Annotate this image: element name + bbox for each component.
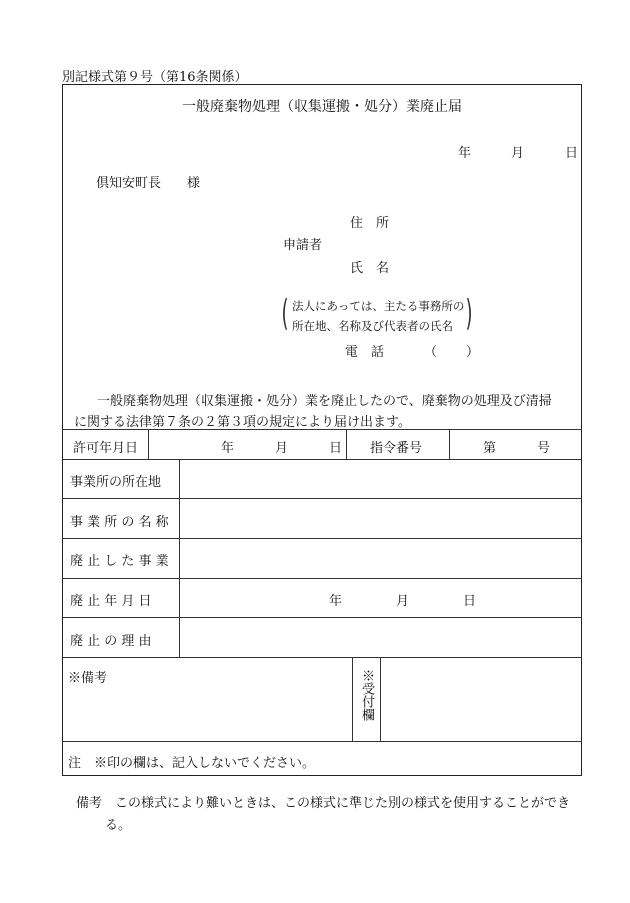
business-name-label: 事 業 所 の 名 称	[70, 515, 169, 530]
footer-remarks-line2: る。	[105, 818, 132, 833]
address-field[interactable]	[400, 208, 575, 228]
remarks-label: ※備考	[68, 671, 108, 686]
abolish-day-label: 日	[463, 594, 477, 609]
phone-paren-open: （	[424, 345, 438, 360]
designation-label: 指令番号	[370, 441, 423, 456]
table-rule-5	[62, 617, 582, 618]
abolished-business-label: 廃 止 し た 事 業	[70, 554, 169, 569]
designation-dai-label: 第	[483, 441, 497, 456]
date-day-label: 日	[565, 146, 579, 161]
table-rule-4	[62, 578, 582, 579]
permit-date-label: 許可年月日	[73, 441, 139, 456]
table-note: 注 ※印の欄は、記入しないでください。	[68, 756, 316, 771]
table-rule-6	[62, 657, 582, 658]
abolish-month-label: 月	[396, 594, 410, 609]
abolish-year-label: 年	[329, 594, 343, 609]
phone-field[interactable]	[440, 338, 468, 358]
table-rule-3	[62, 538, 582, 539]
permit-year-label: 年	[221, 441, 235, 456]
name-field[interactable]	[400, 253, 575, 273]
corporate-note-line2: 所在地、名称及び代表者の氏名	[292, 319, 453, 333]
reception-label: ※受付欄	[359, 669, 374, 721]
designation-go-label: 号	[537, 441, 551, 456]
permit-col-divider	[148, 429, 149, 459]
date-month-label: 月	[511, 146, 525, 161]
right-brace: )	[465, 293, 473, 334]
reception-col-divider	[380, 657, 381, 741]
addressee: 倶知安町長 様	[96, 176, 201, 191]
abolish-date-label: 廃 止 年 月 日	[70, 594, 152, 609]
abolished-business-field[interactable]	[182, 540, 580, 576]
date-year-label: 年	[458, 146, 472, 161]
remarks-col-divider	[352, 657, 353, 741]
label-col-divider	[179, 459, 180, 657]
corporate-note-line1: 法人にあっては、主たる事務所の	[292, 299, 465, 313]
body-text-line1: 一般廃棄物処理（収集運搬・処分）業を廃止したので、廃棄物の処理及び清掃	[97, 394, 552, 409]
remarks-field[interactable]	[64, 685, 350, 739]
location-field[interactable]	[182, 461, 580, 497]
abolish-reason-field[interactable]	[182, 619, 580, 655]
table-rule-2	[62, 498, 582, 499]
abolish-reason-label: 廃 止 の 理 由	[70, 634, 152, 649]
name-label: 氏 名	[350, 261, 390, 276]
footer-remarks-line1: 備考 この様式により難いときは、この様式に準じた別の様式を使用することができ	[76, 796, 571, 811]
applicant-label: 申請者	[283, 238, 323, 253]
permit-month-label: 月	[275, 441, 289, 456]
business-name-field[interactable]	[182, 500, 580, 536]
left-brace: (	[281, 293, 289, 334]
permit-day-label: 日	[329, 441, 343, 456]
address-label: 住 所	[350, 216, 390, 231]
designation-col-divider-1	[346, 429, 347, 459]
table-top-rule	[62, 429, 582, 430]
phone-paren-close: ）	[466, 345, 480, 360]
form-title: 一般廃棄物処理（収集運搬・処分）業廃止届	[182, 99, 462, 115]
designation-col-divider-2	[449, 429, 450, 459]
phone-label: 電 話	[345, 345, 385, 360]
table-rule-1	[62, 459, 582, 460]
body-text-line2: に関する法律第７条の２第３項の規定により届け出ます。	[74, 415, 411, 430]
location-label: 事業所の所在地	[70, 475, 162, 490]
form-reference: 別記様式第９号（第16条関係）	[62, 70, 248, 85]
table-rule-7	[62, 741, 582, 742]
